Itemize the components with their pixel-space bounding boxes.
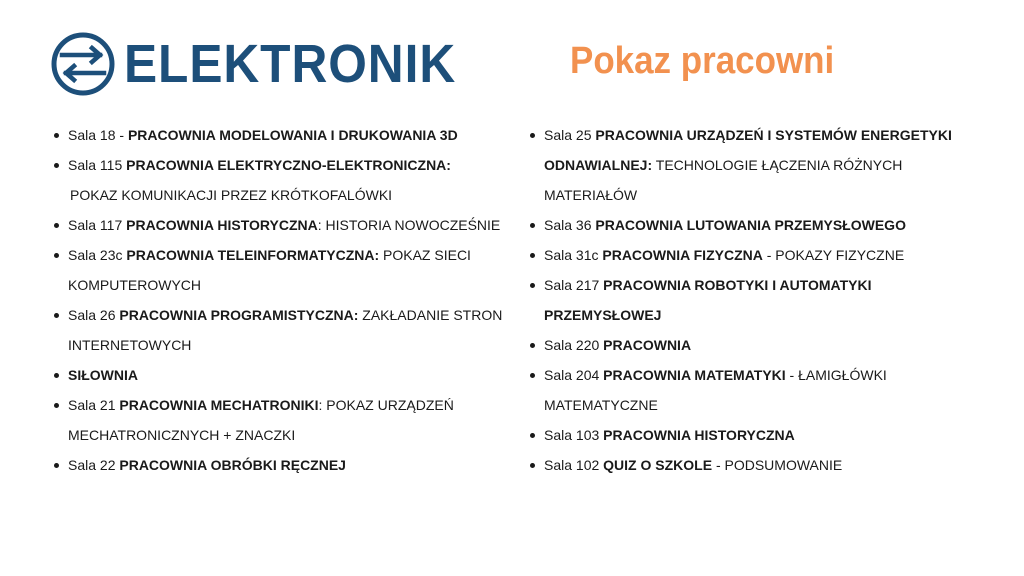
- list-item: SIŁOWNIA: [52, 360, 522, 390]
- arrows-exchange-icon: [50, 31, 116, 97]
- list-item: Sala 36 PRACOWNIA LUTOWANIA PRZEMYSŁOWEGO: [528, 210, 988, 240]
- list-item: Sala 25 PRACOWNIA URZĄDZEŃ I SYSTEMÓW ENERGETYKI ODNAWIALNEJ: TECHNOLOGIE ŁĄCZENIA RÓŻNYCH MATERIAŁÓW: [528, 120, 988, 210]
- list-item: Sala 220 PRACOWNIA: [528, 330, 988, 360]
- list-item: Sala 22 PRACOWNIA OBRÓBKI RĘCZNEJ: [52, 450, 522, 480]
- list-item: Sala 102 QUIZ O SZKOLE - PODSUMOWANIE: [528, 450, 988, 480]
- brand-name: ELEKTRONIK: [124, 34, 457, 94]
- brand-logo: [50, 31, 485, 97]
- list-item: Sala 31c PRACOWNIA FIZYCZNA - POKAZY FIZYCZNE: [528, 240, 988, 270]
- list-item: Sala 23c PRACOWNIA TELEINFORMATYCZNA: POKAZ SIECI KOMPUTEROWYCH: [52, 240, 522, 300]
- list-item: Sala 204 PRACOWNIA MATEMATYKI - ŁAMIGŁÓWKI MATEMATYCZNE: [528, 360, 988, 420]
- list-item: Sala 26 PRACOWNIA PROGRAMISTYCZNA: ZAKŁADANIE STRON INTERNETOWYCH: [52, 300, 522, 360]
- list-item: Sala 103 PRACOWNIA HISTORYCZNA: [528, 420, 988, 450]
- right-room-list: [528, 120, 988, 480]
- list-item: Sala 21 PRACOWNIA MECHATRONIKI: POKAZ URZĄDZEŃ MECHATRONICZNYCH + ZNACZKI: [52, 390, 522, 450]
- list-item: Sala 18 - PRACOWNIA MODELOWANIA I DRUKOWANIA 3D: [52, 120, 522, 150]
- page-title: Pokaz pracowni: [570, 40, 835, 82]
- list-item: Sala 217 PRACOWNIA ROBOTYKI I AUTOMATYKI PRZEMYSŁOWEJ: [528, 270, 988, 330]
- left-room-list: [52, 120, 522, 480]
- list-item: Sala 115 PRACOWNIA ELEKTRYCZNO-ELEKTRONICZNA: POKAZ KOMUNIKACJI PRZEZ KRÓTKOFALÓWKI: [52, 150, 522, 210]
- list-item: Sala 117 PRACOWNIA HISTORYCZNA: HISTORIA NOWOCZEŚNIE: [52, 210, 522, 240]
